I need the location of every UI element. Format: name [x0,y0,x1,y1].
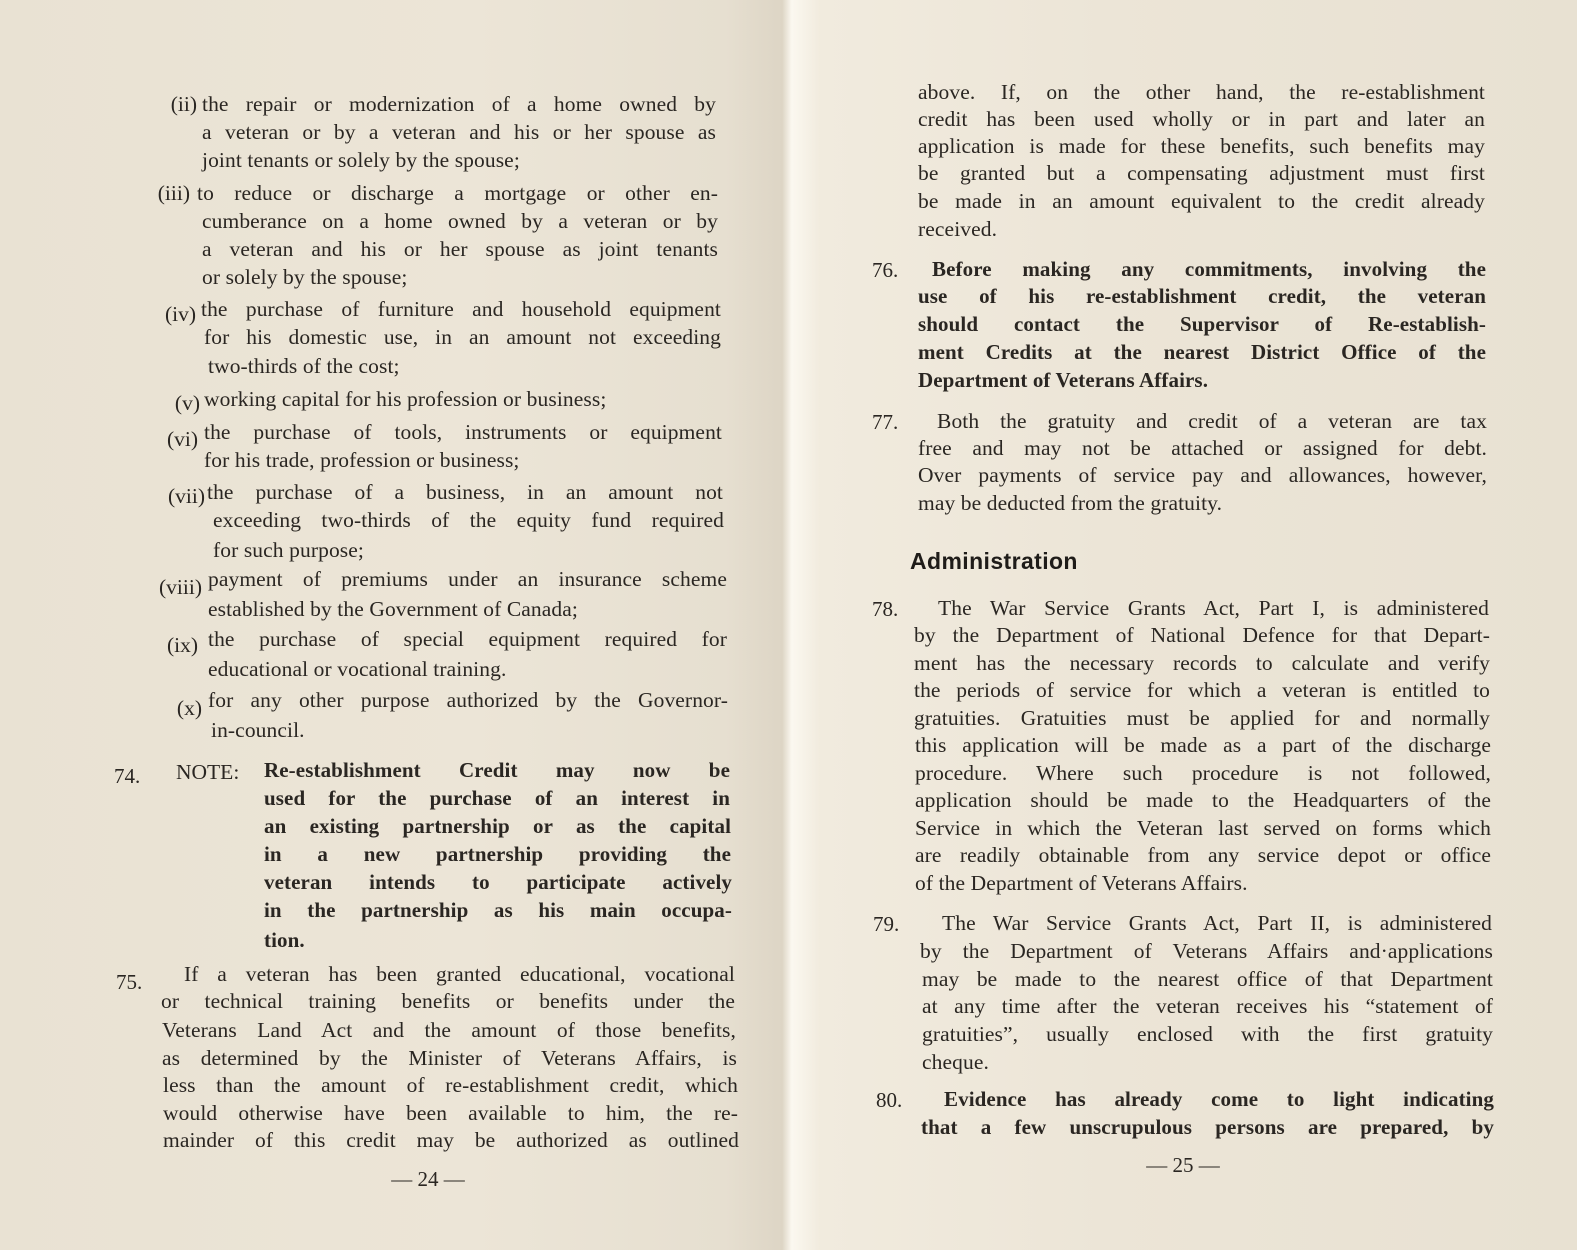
text-line: the purchase of special equipment required for [208,627,727,651]
text-line: of the Department of Veterans Affairs. [915,871,1248,895]
text-line: as determined by the Minister of Veterans Affairs, is [162,1046,737,1070]
text-line: Re-establishment Credit may now be [264,758,730,782]
text-line: or solely by the spouse; [202,265,408,289]
item-label: (v) [174,391,200,415]
text-line: the periods of service for which a veteran is entitled to [914,678,1490,702]
text-line: free and may not be attached or assigned for debt. [918,436,1487,460]
text-line: application is made for these benefits, such benefits may [918,134,1485,158]
text-line: educational or vocational training. [208,657,507,681]
text-line: by the Department of Veterans Affairs and·applications [920,939,1493,963]
text-line: ment has the necessary records to calculate and verify [914,651,1490,675]
item-label: (ii) [170,92,197,116]
text-line: Department of Veterans Affairs. [918,368,1209,392]
item-label: (viii) [159,575,202,599]
text-line: established by the Government of Canada; [208,597,578,621]
note-label: NOTE: [176,760,240,784]
text-line: be made in an amount equivalent to the credit already [918,189,1485,213]
text-line: use of his re-establishment credit, the veteran [918,284,1486,308]
page-number: — 24 — [391,1167,465,1191]
section-heading: Administration [910,548,1078,574]
text-line: should contact the Supervisor of Re-establish- [918,312,1486,336]
text-line: a veteran or by a veteran and his or her spouse as [202,120,716,144]
paragraph-number: 80. [876,1088,903,1112]
text-line: procedure. Where such procedure is not followed, [915,761,1491,785]
text-line: credit has been used wholly or in part and later an [918,107,1485,131]
text-line: or technical training benefits or benefits under the [161,989,735,1013]
text-line: would otherwise have been available to him, the re- [163,1101,738,1125]
text-line: gratuities”, usually enclosed with the first gratuity [922,1022,1493,1046]
text-line: veteran intends to participate actively [264,870,732,894]
text-line: in-council. [211,718,305,742]
text-line: are readily obtainable from any service depot or office [915,843,1491,867]
text-line: a veteran and his or her spouse as joint tenants [202,237,718,261]
text-line: The War Service Grants Act, Part II, is administered [942,911,1492,935]
text-line: for his domestic use, in an amount not exceeding [204,325,721,349]
text-line: the purchase of tools, instruments or equipment [204,420,722,444]
text-line: the purchase of a business, in an amount not [207,480,723,504]
text-line: for any other purpose authorized by the Governor- [208,688,728,712]
paragraph-number: 75. [116,970,143,994]
paragraph-number: 78. [872,597,899,621]
text-line: that a few unscrupulous persons are prepared, by [921,1115,1494,1139]
text-line: Veterans Land Act and the amount of those benefits, [162,1018,736,1042]
text-line: ment Credits at the nearest District Office of the [918,340,1486,364]
text-line: gratuities. Gratuities must be applied for and normally [914,706,1490,730]
text-line: less than the amount of re-establishment credit, which [163,1073,738,1097]
text-line: may be made to the nearest office of that Department [922,967,1493,991]
paragraph-number: 79. [873,912,900,936]
text-line: at any time after the veteran receives his “statement of [922,994,1493,1018]
item-label: (iii) [157,181,190,205]
text-line: in a new partnership providing the [264,842,731,866]
right-page [790,0,1577,1250]
item-label: (ix) [166,633,198,657]
text-line: application should be made to the Headquarters of the [915,788,1491,812]
text-line: joint tenants or solely by the spouse; [202,148,520,172]
text-line: for his trade, profession or business; [204,448,520,472]
paragraph-number: 74. [114,764,141,788]
text-line: above. If, on the other hand, the re-establishment [918,80,1485,104]
text-line: tion. [264,928,305,952]
text-line: be granted but a compensating adjustment must first [918,161,1485,185]
text-line: may be deducted from the gratuity. [918,491,1223,515]
text-line: this application will be made as a part of the discharge [915,733,1491,757]
text-line: for such purpose; [213,538,364,562]
text-line: The War Service Grants Act, Part I, is administered [938,596,1489,620]
text-line: used for the purchase of an interest in [264,786,730,810]
text-line: working capital for his profession or business; [204,387,607,411]
text-line: Before making any commitments, involving the [932,257,1486,281]
paragraph-number: 77. [872,410,899,434]
text-line: by the Department of National Defence for that Depart- [914,623,1490,647]
text-line: Both the gratuity and credit of a veteran are tax [937,409,1487,433]
item-label: (vi) [166,427,198,451]
text-line: If a veteran has been granted educational, vocational [184,962,735,986]
text-line: cheque. [922,1050,989,1074]
text-line: Over payments of service pay and allowances, however, [918,463,1487,487]
text-line: Service in which the Veteran last served on forms which [915,816,1491,840]
item-label: (x) [176,696,202,720]
text-line: an existing partnership or as the capital [264,814,731,838]
text-line: cumberance on a home owned by a veteran or by [202,209,718,233]
text-line: mainder of this credit may be authorized as outlined [163,1128,739,1152]
text-line: to reduce or discharge a mortgage or other en- [197,181,718,205]
text-line: the repair or modernization of a home owned by [202,92,716,116]
text-line: payment of premiums under an insurance scheme [208,567,727,591]
paragraph-number: 76. [872,258,899,282]
text-line: the purchase of furniture and household equipment [201,297,721,321]
item-label: (iv) [164,302,196,326]
text-line: in the partnership as his main occupa- [264,898,732,922]
text-line: Evidence has already come to light indicating [944,1087,1494,1111]
page-number: — 25 — [1146,1153,1220,1177]
text-line: received. [918,217,998,241]
item-label: (vii) [167,484,205,508]
text-line: two-thirds of the cost; [208,354,400,378]
text-line: exceeding two-thirds of the equity fund required [213,508,724,532]
